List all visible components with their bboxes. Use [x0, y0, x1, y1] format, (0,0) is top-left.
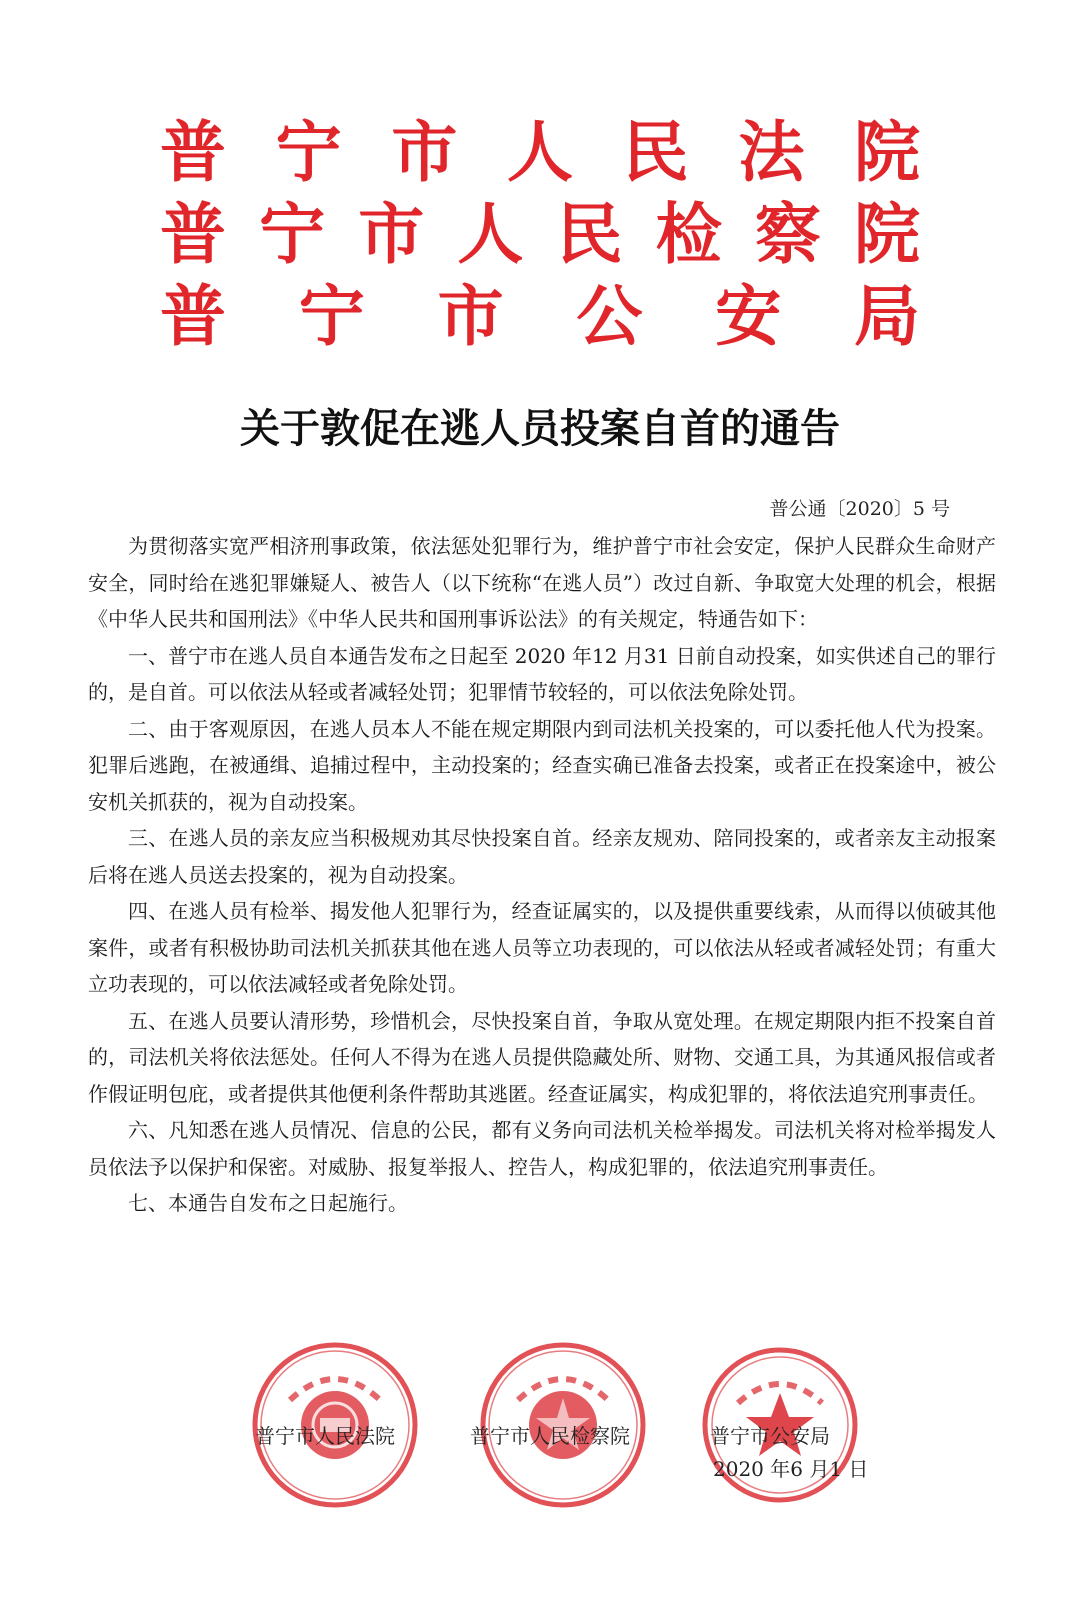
- authority-name-procuratorate: 普宁市人民检察院: [160, 196, 920, 273]
- signer-court: 普宁市人民法院: [255, 1424, 395, 1448]
- authority-name-police: 普宁市公安局: [160, 278, 920, 355]
- article-3: 三、在逃人员的亲友应当积极规劝其尽快投案自首。经亲友规劝、陪同投案的，或者亲友主动报案后将在逃人员送去投案的，视为自动投案。: [88, 826, 996, 887]
- article-1: 一、普宁市在逃人员自本通告发布之日起至 2020 年12 月31 日前自动投案，如实供述自己的罪行的，是自首。可以依法从轻或者减轻处罚；犯罪情节较轻的，可以依法免除处罚。: [88, 643, 996, 704]
- signer-police: 普宁市公安局: [710, 1424, 830, 1448]
- signer-procuratorate: 普宁市人民检察院: [470, 1424, 630, 1448]
- article-2: 二、由于客观原因，在逃人员本人不能在规定期限内到司法机关投案的，可以委托他人代为投案。犯罪后逃跑，在被通缉、追捕过程中，主动投案的；经查实确已准备去投案，或者正在投案途中，被公安机关抓获的，视为自动投案。: [88, 716, 996, 814]
- issue-date: 2020 年6 月1 日: [713, 1457, 869, 1481]
- article-7: 七、本通告自发布之日起施行。: [128, 1191, 408, 1215]
- issuing-authorities-header: [160, 112, 920, 358]
- article-5: 五、在逃人员要认清形势，珍惜机会，尽快投案自首，争取从宽处理。在规定期限内拒不投案自首的，司法机关将依法惩处。任何人不得为在逃人员提供隐藏处所、财物、交通工具，为其通风报信或者作假证明包庇，或者提供其他便利条件帮助其逃匿。经查证属实，构成犯罪的，将依法追究刑事责任。: [88, 1008, 996, 1106]
- notice-body: [88, 528, 996, 1222]
- authority-name-court: 普宁市人民法院: [160, 114, 920, 191]
- intro-paragraph: 为贯彻落实宽严相济刑事政策，依法惩处犯罪行为，维护普宁市社会安定，保护人民群众生命财产安全，同时给在逃犯罪嫌疑人、被告人（以下统称“在逃人员”）改过自新、争取宽大处理的机会，根据《中华人民共和国刑法》《中华人民共和国刑事诉讼法》的有关规定，特通告如下：: [88, 534, 996, 631]
- document-number: 普公通〔2020〕5 号: [769, 498, 950, 520]
- article-6: 六、凡知悉在逃人员情况、信息的公民，都有义务向司法机关检举揭发。司法机关将对检举揭发人员依法予以保护和保密。对威胁、报复举报人、控告人，构成犯罪的，依法追究刑事责任。: [88, 1118, 996, 1179]
- notice-title: 关于敦促在逃人员投案自首的通告: [240, 406, 840, 452]
- article-4: 四、在逃人员有检举、揭发他人犯罪行为，经查证属实的，以及提供重要线索，从而得以侦破其他案件，或者有积极协助司法机关抓获其他在逃人员等立功表现的，可以依法从轻或者减轻处罚；有重大立功表现的，可以依法减轻或者免除处罚。: [88, 899, 996, 996]
